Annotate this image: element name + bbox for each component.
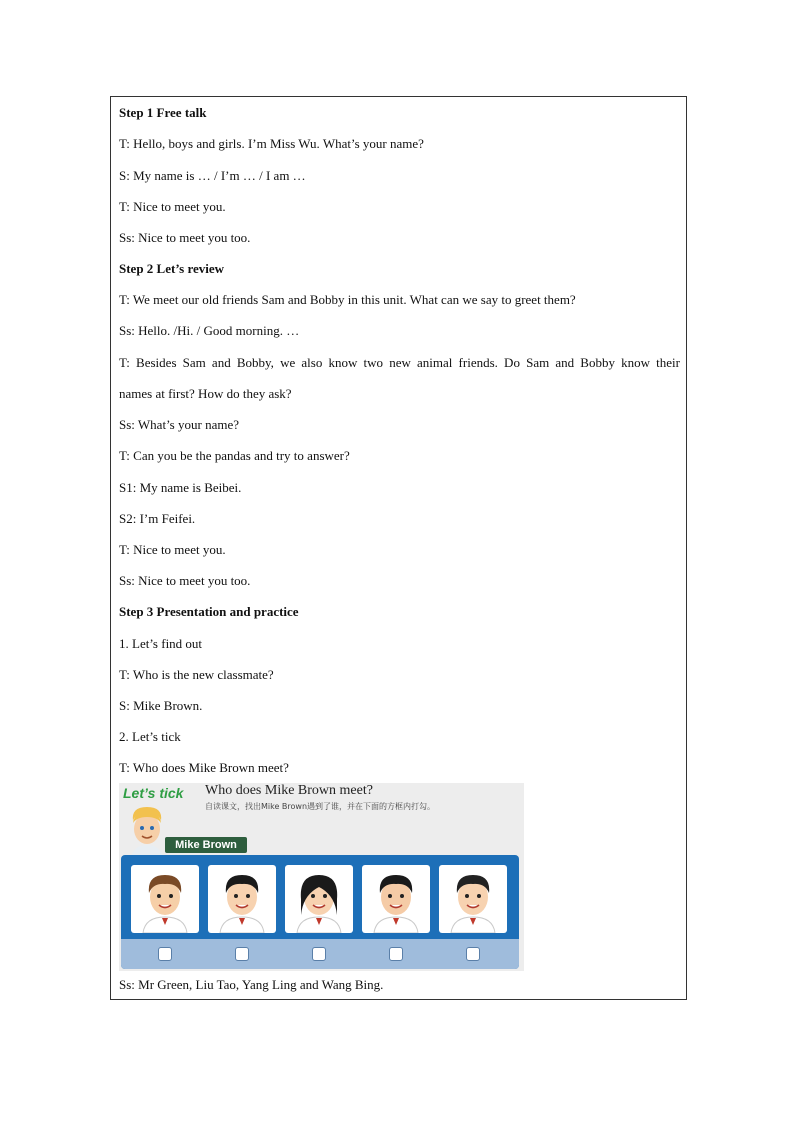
student-card — [439, 865, 507, 933]
step-heading: Step 2 Let’s review — [119, 261, 225, 276]
student-card — [208, 865, 276, 933]
tick-checkbox[interactable] — [389, 947, 403, 961]
girl-face-icon — [285, 865, 353, 933]
tick-checkbox[interactable] — [158, 947, 172, 961]
step-heading: Step 3 Presentation and practice — [119, 604, 299, 619]
lets-tick-figure — [119, 783, 524, 971]
dialogue-line: T: Can you be the pandas and try to answer? — [119, 448, 350, 463]
mike-brown-tag: Mike Brown — [165, 837, 247, 853]
dialogue-line: 1. Let’s find out — [119, 636, 203, 651]
mike-brown-icon — [123, 803, 171, 859]
dialogue-line: T: Besides Sam and Bobby, we also know two new animal friends. Do Sam and Bobby know their — [119, 355, 680, 370]
tick-checkbox[interactable] — [466, 947, 480, 961]
student-card — [285, 865, 353, 933]
boy-face-icon — [131, 865, 199, 933]
tick-checkbox[interactable] — [235, 947, 249, 961]
figure-title: Who does Mike Brown meet? — [205, 783, 373, 798]
dialogue-line: T: Nice to meet you. — [119, 542, 226, 557]
dialogue-line: T: Hello, boys and girls. I’m Miss Wu. What’s your name? — [119, 136, 424, 151]
dialogue-line: S: My name is … / I’m … / I am … — [119, 168, 306, 183]
dialogue-line: T: Who is the new classmate? — [119, 667, 274, 682]
step-heading: Step 1 Free talk — [119, 105, 207, 120]
boy-face-icon — [362, 865, 430, 933]
dialogue-line: S1: My name is Beibei. — [119, 480, 242, 495]
student-card — [362, 865, 430, 933]
dialogue-line: Ss: Nice to meet you too. — [119, 230, 251, 245]
student-card — [131, 865, 199, 933]
tick-checkbox[interactable] — [312, 947, 326, 961]
lesson-table-cell — [110, 96, 687, 1000]
dialogue-line: Ss: Hello. /Hi. / Good morning. … — [119, 323, 300, 338]
dialogue-line: Ss: Nice to meet you too. — [119, 573, 251, 588]
answer-line: Ss: Mr Green, Liu Tao, Yang Ling and Wang Bing. — [119, 977, 384, 992]
figure-subtitle: 自读课文，找出Mike Brown遇到了谁，并在下面的方框内打勾。 — [205, 802, 436, 811]
dialogue-line: T: Who does Mike Brown meet? — [119, 760, 289, 775]
dialogue-line: names at first? How do they ask? — [119, 386, 292, 401]
figure-label: Let’s tick — [123, 785, 184, 801]
dialogue-line: S: Mike Brown. — [119, 698, 203, 713]
dialogue-line: T: Nice to meet you. — [119, 199, 226, 214]
dialogue-line: Ss: What’s your name? — [119, 417, 239, 432]
faces-panel — [121, 855, 519, 969]
dialogue-line: T: We meet our old friends Sam and Bobby in this unit. What can we say to greet them? — [119, 292, 576, 307]
dialogue-line: S2: I’m Feifei. — [119, 511, 196, 526]
dialogue-line: 2. Let’s tick — [119, 729, 181, 744]
boy-face-icon — [439, 865, 507, 933]
boy-face-icon — [208, 865, 276, 933]
